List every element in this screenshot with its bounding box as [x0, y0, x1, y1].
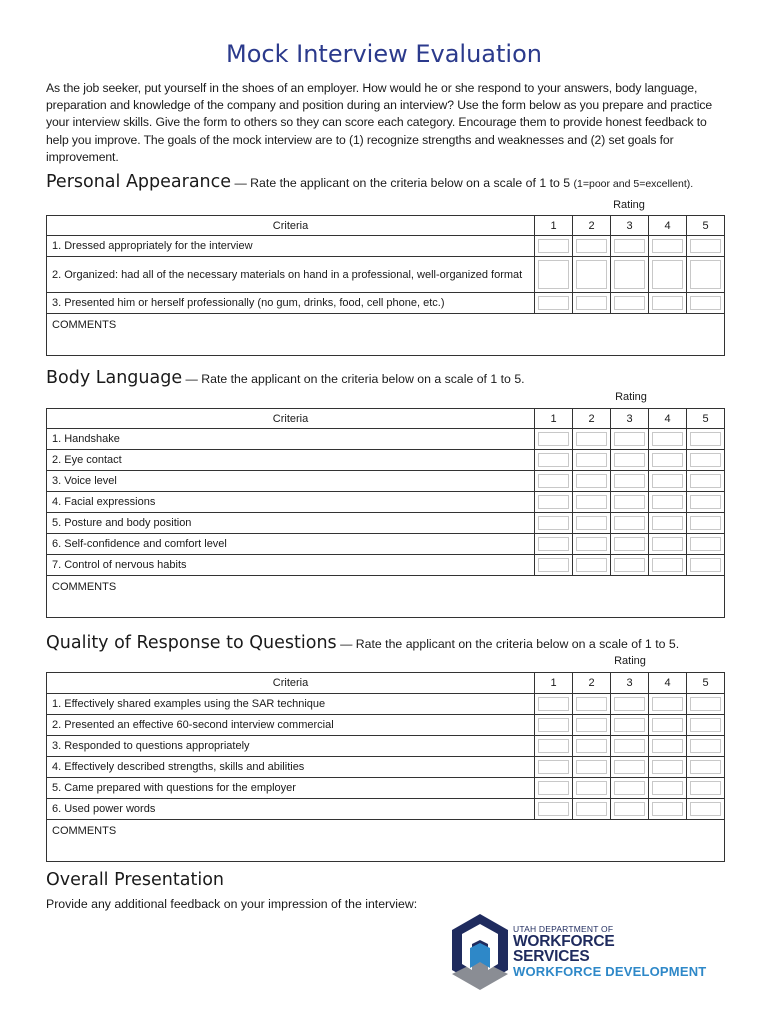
rating-box-2[interactable] [573, 429, 611, 450]
rating-box-3[interactable] [611, 429, 649, 450]
comments-field[interactable]: COMMENTS [47, 576, 725, 618]
rating-box-5[interactable] [687, 236, 725, 257]
criteria-cell: 3. Responded to questions appropriately [47, 736, 535, 757]
criteria-cell: 4. Effectively described strengths, skills and abilities [47, 757, 535, 778]
rating-box-2[interactable] [573, 778, 611, 799]
rating-header-5: 5 [687, 216, 725, 236]
rating-box-5[interactable] [687, 736, 725, 757]
table-row [47, 450, 725, 471]
rating-box-2[interactable] [573, 492, 611, 513]
rating-header-1: 1 [535, 409, 573, 429]
rating-header-5: 5 [687, 673, 725, 694]
rating-box-1[interactable] [535, 450, 573, 471]
logo-line-2: WORKFORCE [513, 933, 615, 950]
rating-box-inner [690, 239, 721, 253]
criteria-cell: 2. Eye contact [47, 450, 535, 471]
rating-box-inner [652, 718, 683, 732]
rating-box-inner [652, 781, 683, 795]
rating-header-3: 3 [611, 673, 649, 694]
rating-box-2[interactable] [573, 257, 611, 293]
table-header-row [47, 216, 725, 236]
rating-box-inner [652, 739, 683, 753]
rating-box-inner [576, 760, 607, 774]
rating-box-inner [690, 260, 721, 289]
rating-box-inner [690, 558, 721, 572]
rating-box-inner [538, 516, 569, 530]
rating-box-inner [538, 697, 569, 711]
rating-box-4[interactable] [649, 257, 687, 293]
rating-box-inner [652, 495, 683, 509]
rating-box-5[interactable] [687, 492, 725, 513]
rating-box-1[interactable] [535, 778, 573, 799]
rating-box-5[interactable] [687, 429, 725, 450]
table-row [47, 778, 725, 799]
rating-box-2[interactable] [573, 736, 611, 757]
rating-box-2[interactable] [573, 715, 611, 736]
table-row [47, 757, 725, 778]
comments-field[interactable]: COMMENTS [47, 314, 725, 356]
rating-box-5[interactable] [687, 471, 725, 492]
rating-box-inner [614, 558, 645, 572]
rating-box-inner [614, 718, 645, 732]
rating-box-5[interactable] [687, 757, 725, 778]
rating-box-4[interactable] [649, 450, 687, 471]
rating-box-inner [538, 432, 569, 446]
rating-box-inner [614, 697, 645, 711]
rating-box-inner [538, 495, 569, 509]
section-quality-response-heading [46, 633, 679, 653]
section-title: Personal Appearance [46, 172, 232, 192]
intro-paragraph: As the job seeker, put yourself in the shoes of an employer. How would he or she respond to your answers, body language, preparation and knowledge of the company and position during an interview? Use the form below as you prepare and practice your interview skills. Give the form to others so they can score each category. Encourage them to provide honest feedback to help you improve. The goals of the mock interview are to (1) recognize strengths and weaknesses and (2) set goals for improvement. [46, 81, 713, 164]
table-row [47, 429, 725, 450]
rating-box-inner [576, 537, 607, 551]
overall-presentation-description: Provide any additional feedback on your impression of the interview: [46, 897, 418, 911]
rating-box-inner [614, 516, 645, 530]
rating-box-2[interactable] [573, 293, 611, 314]
rating-box-inner [690, 453, 721, 467]
rating-box-inner [652, 432, 683, 446]
rating-box-inner [652, 760, 683, 774]
rating-box-inner [652, 453, 683, 467]
rating-box-inner [690, 697, 721, 711]
criteria-cell: 6. Self-confidence and comfort level [47, 534, 535, 555]
rating-box-inner [576, 239, 607, 253]
rating-box-inner [538, 739, 569, 753]
rating-box-5[interactable] [687, 715, 725, 736]
logo-line-4: WORKFORCE DEVELOPMENT [513, 964, 707, 979]
rating-box-inner [576, 453, 607, 467]
rating-box-1[interactable] [535, 736, 573, 757]
rating-box-inner [614, 260, 645, 289]
rating-box-inner [538, 558, 569, 572]
rating-box-inner [614, 474, 645, 488]
rating-label: Rating [615, 391, 647, 403]
rating-box-4[interactable] [649, 715, 687, 736]
rating-box-3[interactable] [611, 555, 649, 576]
rating-box-inner [614, 432, 645, 446]
rating-box-5[interactable] [687, 694, 725, 715]
comments-row [47, 576, 725, 618]
overall-presentation-title: Overall Presentation [46, 870, 225, 890]
table-row [47, 715, 725, 736]
criteria-header: Criteria [47, 216, 535, 236]
rating-box-inner [652, 239, 683, 253]
rating-box-inner [652, 537, 683, 551]
rating-box-3[interactable] [611, 736, 649, 757]
rating-box-4[interactable] [649, 534, 687, 555]
rating-box-inner [690, 432, 721, 446]
rating-box-5[interactable] [687, 778, 725, 799]
comments-row [47, 314, 725, 356]
rating-box-3[interactable] [611, 757, 649, 778]
rating-box-inner [538, 453, 569, 467]
rating-box-inner [652, 516, 683, 530]
rating-box-1[interactable] [535, 429, 573, 450]
rating-header-4: 4 [649, 216, 687, 236]
rating-header-1: 1 [535, 673, 573, 694]
rating-box-inner [690, 760, 721, 774]
rating-box-1[interactable] [535, 534, 573, 555]
rating-box-inner [576, 718, 607, 732]
rating-box-inner [614, 495, 645, 509]
rating-header-2: 2 [573, 409, 611, 429]
criteria-header: Criteria [47, 409, 535, 429]
rating-box-inner [538, 781, 569, 795]
logo-line-1: UTAH DEPARTMENT OF [513, 924, 614, 934]
criteria-cell: 3. Voice level [47, 471, 535, 492]
section-note: (1=poor and 5=excellent). [573, 178, 694, 190]
section-description: — Rate the applicant on the criteria below on a scale of 1 to 5 [231, 176, 574, 190]
table-header-row [47, 409, 725, 429]
rating-box-inner [652, 474, 683, 488]
rating-header-4: 4 [649, 409, 687, 429]
rating-box-1[interactable] [535, 492, 573, 513]
rating-box-inner [652, 558, 683, 572]
rating-box-2[interactable] [573, 471, 611, 492]
rating-box-inner [538, 718, 569, 732]
personal-appearance-table [46, 215, 725, 356]
rating-box-inner [576, 739, 607, 753]
rating-box-inner [690, 537, 721, 551]
rating-box-2[interactable] [573, 694, 611, 715]
criteria-cell: 1. Effectively shared examples using the SAR technique [47, 694, 535, 715]
rating-header-3: 3 [611, 409, 649, 429]
rating-box-inner [652, 260, 683, 289]
rating-box-4[interactable] [649, 429, 687, 450]
rating-box-inner [690, 495, 721, 509]
rating-box-1[interactable] [535, 555, 573, 576]
table-row [47, 293, 725, 314]
section-description: — Rate the applicant on the criteria below on a scale of 1 to 5. [336, 637, 680, 651]
rating-box-1[interactable] [535, 513, 573, 534]
rating-box-3[interactable] [611, 492, 649, 513]
rating-box-inner [652, 802, 683, 816]
rating-box-inner [652, 697, 683, 711]
rating-box-5[interactable] [687, 534, 725, 555]
rating-box-inner [538, 474, 569, 488]
table-row [47, 736, 725, 757]
rating-box-inner [690, 739, 721, 753]
rating-box-inner [576, 697, 607, 711]
criteria-cell: 5. Came prepared with questions for the employer [47, 778, 535, 799]
section-title: Quality of Response to Questions [46, 633, 337, 653]
rating-box-inner [576, 495, 607, 509]
rating-box-3[interactable] [611, 513, 649, 534]
rating-box-inner [576, 781, 607, 795]
logo-text [513, 924, 706, 980]
table-header-row [47, 673, 725, 694]
criteria-cell: 2. Presented an effective 60-second interview commercial [47, 715, 535, 736]
rating-box-5[interactable] [687, 257, 725, 293]
rating-box-inner [576, 432, 607, 446]
rating-box-4[interactable] [649, 293, 687, 314]
rating-box-5[interactable] [687, 293, 725, 314]
rating-box-1[interactable] [535, 799, 573, 820]
rating-box-2[interactable] [573, 236, 611, 257]
rating-box-inner [614, 781, 645, 795]
rating-box-4[interactable] [649, 694, 687, 715]
rating-box-3[interactable] [611, 257, 649, 293]
rating-box-inner [576, 802, 607, 816]
page-title: Mock Interview Evaluation [226, 40, 542, 68]
section-description: — Rate the applicant on the criteria below on a scale of 1 to 5. [182, 372, 525, 386]
rating-box-2[interactable] [573, 799, 611, 820]
table-row [47, 555, 725, 576]
rating-box-3[interactable] [611, 715, 649, 736]
rating-box-3[interactable] [611, 534, 649, 555]
section-personal-appearance-heading [46, 172, 693, 192]
criteria-cell: 4. Facial expressions [47, 492, 535, 513]
rating-box-1[interactable] [535, 236, 573, 257]
rating-box-inner [690, 718, 721, 732]
rating-box-inner [690, 474, 721, 488]
rating-box-1[interactable] [535, 257, 573, 293]
body-language-table [46, 408, 725, 618]
rating-box-3[interactable] [611, 236, 649, 257]
rating-box-4[interactable] [649, 757, 687, 778]
rating-box-4[interactable] [649, 736, 687, 757]
rating-header-1: 1 [535, 216, 573, 236]
rating-header-4: 4 [649, 673, 687, 694]
rating-box-2[interactable] [573, 450, 611, 471]
rating-box-inner [576, 474, 607, 488]
rating-box-3[interactable] [611, 694, 649, 715]
rating-box-3[interactable] [611, 471, 649, 492]
criteria-cell: 1. Dressed appropriately for the interview [47, 236, 535, 257]
criteria-cell: 7. Control of nervous habits [47, 555, 535, 576]
table-row [47, 492, 725, 513]
rating-box-3[interactable] [611, 450, 649, 471]
rating-box-inner [614, 537, 645, 551]
rating-box-inner [690, 781, 721, 795]
rating-box-inner [538, 296, 569, 310]
rating-box-5[interactable] [687, 799, 725, 820]
rating-box-inner [576, 296, 607, 310]
rating-box-3[interactable] [611, 778, 649, 799]
rating-box-4[interactable] [649, 799, 687, 820]
rating-box-inner [614, 239, 645, 253]
rating-box-2[interactable] [573, 513, 611, 534]
rating-box-inner [690, 296, 721, 310]
rating-box-inner [538, 260, 569, 289]
rating-box-5[interactable] [687, 513, 725, 534]
rating-box-inner [690, 516, 721, 530]
rating-box-4[interactable] [649, 778, 687, 799]
rating-box-inner [614, 760, 645, 774]
rating-box-4[interactable] [649, 236, 687, 257]
rating-box-inner [652, 296, 683, 310]
table-row [47, 236, 725, 257]
comments-row [47, 820, 725, 862]
rating-box-inner [576, 516, 607, 530]
rating-box-3[interactable] [611, 799, 649, 820]
rating-box-inner [614, 739, 645, 753]
table-row [47, 513, 725, 534]
rating-box-2[interactable] [573, 757, 611, 778]
rating-header-5: 5 [687, 409, 725, 429]
rating-header-3: 3 [611, 216, 649, 236]
rating-header-2: 2 [573, 216, 611, 236]
rating-box-2[interactable] [573, 555, 611, 576]
table-row [47, 471, 725, 492]
rating-box-inner [538, 239, 569, 253]
rating-box-4[interactable] [649, 471, 687, 492]
rating-box-5[interactable] [687, 450, 725, 471]
rating-box-inner [576, 558, 607, 572]
rating-box-1[interactable] [535, 694, 573, 715]
criteria-header: Criteria [47, 673, 535, 694]
rating-box-inner [614, 296, 645, 310]
criteria-cell: 1. Handshake [47, 429, 535, 450]
rating-box-inner [538, 802, 569, 816]
rating-box-inner [690, 802, 721, 816]
rating-label: Rating [614, 655, 646, 667]
logo-line-3: SERVICES [513, 948, 590, 965]
table-row [47, 694, 725, 715]
rating-box-1[interactable] [535, 293, 573, 314]
rating-box-4[interactable] [649, 492, 687, 513]
rating-box-5[interactable] [687, 555, 725, 576]
section-title: Body Language [46, 368, 183, 388]
rating-box-inner [614, 453, 645, 467]
rating-label: Rating [613, 199, 645, 211]
rating-box-1[interactable] [535, 471, 573, 492]
section-body-language-heading [46, 368, 525, 388]
rating-box-1[interactable] [535, 715, 573, 736]
rating-box-4[interactable] [649, 555, 687, 576]
table-row [47, 257, 725, 293]
rating-box-inner [576, 260, 607, 289]
rating-box-3[interactable] [611, 293, 649, 314]
table-row [47, 799, 725, 820]
comments-field[interactable]: COMMENTS [47, 820, 725, 862]
rating-box-inner [538, 760, 569, 774]
criteria-cell: 2. Organized: had all of the necessary materials on hand in a professional, well-organized format [47, 257, 535, 293]
rating-box-inner [614, 802, 645, 816]
rating-box-4[interactable] [649, 513, 687, 534]
criteria-cell: 6. Used power words [47, 799, 535, 820]
rating-box-2[interactable] [573, 534, 611, 555]
criteria-cell: 5. Posture and body position [47, 513, 535, 534]
criteria-cell: 3. Presented him or herself professionally (no gum, drinks, food, cell phone, etc.) [47, 293, 535, 314]
rating-header-2: 2 [573, 673, 611, 694]
rating-box-inner [538, 537, 569, 551]
table-row [47, 534, 725, 555]
rating-box-1[interactable] [535, 757, 573, 778]
quality-response-table [46, 672, 725, 862]
